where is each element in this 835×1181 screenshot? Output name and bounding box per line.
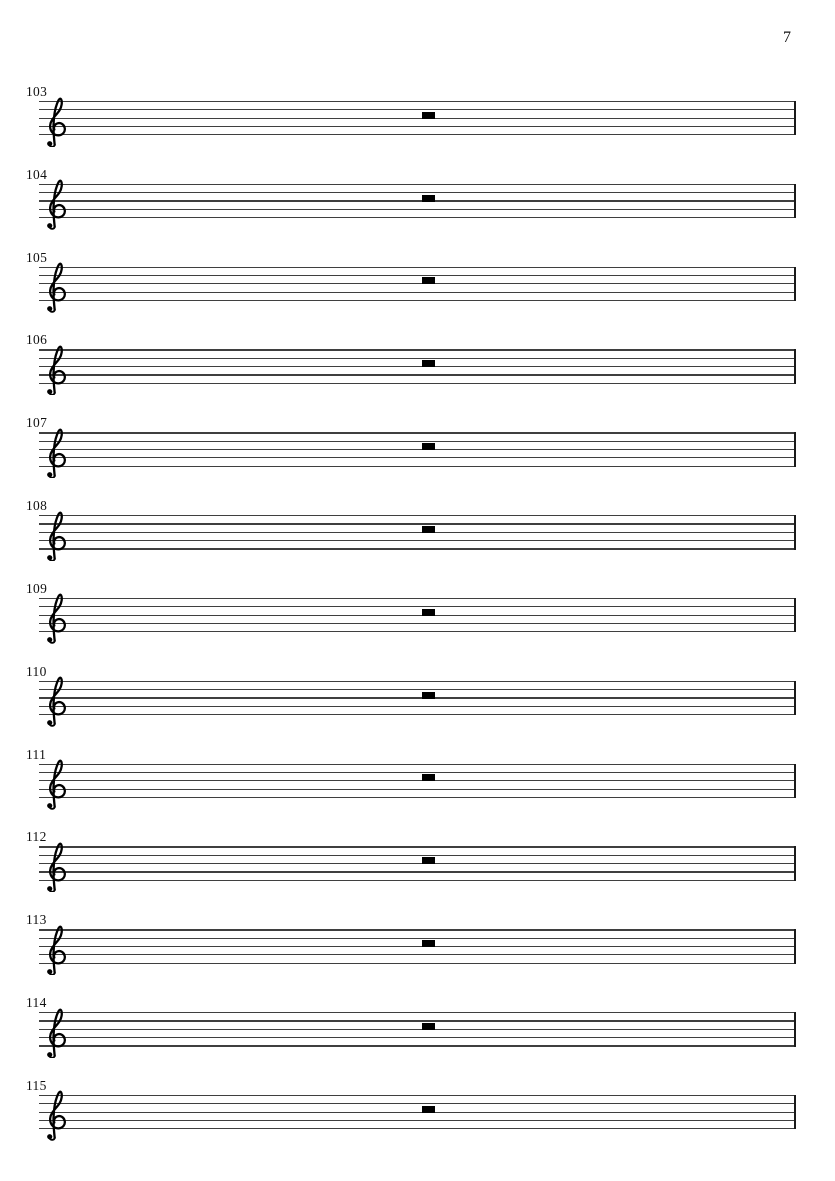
whole-measure-rest-icon bbox=[422, 609, 435, 616]
measure-number: 108 bbox=[26, 498, 48, 514]
staff-line bbox=[39, 880, 796, 881]
staff-line bbox=[39, 300, 796, 301]
treble-clef-icon bbox=[43, 176, 66, 230]
staff bbox=[39, 515, 796, 550]
staff-line bbox=[39, 681, 796, 682]
staff-line bbox=[39, 1037, 796, 1038]
staff-line bbox=[39, 846, 796, 847]
end-barline bbox=[794, 432, 797, 466]
staff-line bbox=[39, 374, 796, 375]
staff-line bbox=[39, 118, 796, 119]
whole-measure-rest-icon bbox=[422, 774, 435, 781]
treble-clef-icon bbox=[43, 425, 66, 479]
treble-clef-icon bbox=[43, 590, 66, 644]
staff-line bbox=[39, 383, 796, 384]
end-barline bbox=[794, 929, 797, 963]
measure-number: 109 bbox=[26, 580, 48, 596]
measure-number: 112 bbox=[26, 829, 47, 845]
staff-line bbox=[39, 432, 796, 433]
treble-clef-icon bbox=[43, 922, 66, 976]
staff-line bbox=[39, 1045, 796, 1046]
staff-line bbox=[39, 134, 796, 135]
staff bbox=[39, 846, 796, 881]
staff bbox=[39, 1095, 796, 1130]
whole-measure-rest-icon bbox=[422, 1023, 435, 1030]
end-barline bbox=[794, 1012, 797, 1046]
staff-line bbox=[39, 631, 796, 632]
staff bbox=[39, 681, 796, 716]
staff-line bbox=[39, 689, 796, 690]
measure-number: 114 bbox=[26, 995, 47, 1011]
whole-measure-rest-icon bbox=[422, 112, 435, 119]
whole-measure-rest-icon bbox=[422, 1106, 435, 1113]
page-number: 7 bbox=[783, 29, 791, 46]
treble-clef-icon bbox=[43, 259, 66, 313]
end-barline bbox=[794, 598, 797, 632]
staff-line bbox=[39, 615, 796, 616]
end-barline bbox=[794, 1095, 797, 1129]
staff-line bbox=[39, 109, 796, 110]
whole-measure-rest-icon bbox=[422, 857, 435, 864]
whole-measure-rest-icon bbox=[422, 195, 435, 202]
staff-line bbox=[39, 1020, 796, 1021]
staff-line bbox=[39, 457, 796, 458]
staff bbox=[39, 598, 796, 633]
staff-line bbox=[39, 283, 796, 284]
end-barline bbox=[794, 764, 797, 798]
staff-line bbox=[39, 963, 796, 964]
staff-line bbox=[39, 1120, 796, 1121]
end-barline bbox=[794, 515, 797, 549]
staff-line bbox=[39, 706, 796, 707]
staff-line bbox=[39, 780, 796, 781]
treble-clef-icon bbox=[43, 673, 66, 727]
staff bbox=[39, 101, 796, 136]
staff bbox=[39, 267, 796, 302]
staff-line bbox=[39, 772, 796, 773]
measure-number: 103 bbox=[26, 84, 48, 99]
staff bbox=[39, 432, 796, 467]
whole-measure-rest-icon bbox=[422, 940, 435, 947]
staff-line bbox=[39, 929, 796, 930]
staff-line bbox=[39, 267, 796, 268]
staff-line bbox=[39, 1012, 796, 1013]
staff-line bbox=[39, 1029, 796, 1030]
staff-line bbox=[39, 217, 796, 218]
staff-line bbox=[39, 466, 796, 467]
treble-clef-icon bbox=[43, 94, 66, 148]
treble-clef-icon bbox=[43, 1005, 66, 1059]
staff bbox=[39, 929, 796, 964]
staff-line bbox=[39, 764, 796, 765]
end-barline bbox=[794, 101, 797, 135]
staff-line bbox=[39, 523, 796, 524]
staff-line bbox=[39, 540, 796, 541]
staff-line bbox=[39, 366, 796, 367]
measure-number: 107 bbox=[26, 415, 48, 431]
end-barline bbox=[794, 349, 797, 383]
staff-line bbox=[39, 1112, 796, 1113]
treble-clef-icon bbox=[43, 342, 66, 396]
staff-line bbox=[39, 1128, 796, 1129]
staff-line bbox=[39, 598, 796, 599]
staff-line bbox=[39, 1095, 796, 1096]
treble-clef-icon bbox=[43, 839, 66, 893]
staff-line bbox=[39, 275, 796, 276]
staff bbox=[39, 764, 796, 799]
staff-line bbox=[39, 292, 796, 293]
end-barline bbox=[794, 846, 797, 880]
treble-clef-icon bbox=[43, 1087, 66, 1141]
staff-line bbox=[39, 954, 796, 955]
staff-line bbox=[39, 623, 796, 624]
staff-line bbox=[39, 714, 796, 715]
staff-line bbox=[39, 192, 796, 193]
staff-line bbox=[39, 548, 796, 549]
staff-line bbox=[39, 797, 796, 798]
staff bbox=[39, 184, 796, 219]
staff-line bbox=[39, 358, 796, 359]
staff bbox=[39, 349, 796, 384]
staff-line bbox=[39, 209, 796, 210]
whole-measure-rest-icon bbox=[422, 360, 435, 367]
whole-measure-rest-icon bbox=[422, 277, 435, 284]
staff-line bbox=[39, 1103, 796, 1104]
staff-line bbox=[39, 606, 796, 607]
staff-line bbox=[39, 871, 796, 872]
whole-measure-rest-icon bbox=[422, 526, 435, 533]
measure-number: 110 bbox=[26, 663, 47, 679]
staff bbox=[39, 1012, 796, 1047]
staff-line bbox=[39, 349, 796, 350]
staff-line bbox=[39, 946, 796, 947]
measure-number: 115 bbox=[26, 1077, 47, 1093]
staff-line bbox=[39, 449, 796, 450]
treble-clef-icon bbox=[43, 756, 66, 810]
staff-line bbox=[39, 441, 796, 442]
end-barline bbox=[794, 184, 797, 218]
staff-line bbox=[39, 532, 796, 533]
staff-line bbox=[39, 200, 796, 201]
whole-measure-rest-icon bbox=[422, 692, 435, 699]
end-barline bbox=[794, 681, 797, 715]
staff-line bbox=[39, 863, 796, 864]
measure-number: 105 bbox=[26, 249, 48, 265]
staff-line bbox=[39, 184, 796, 185]
measure-number: 111 bbox=[26, 746, 47, 762]
measure-number: 106 bbox=[26, 332, 48, 348]
staff-line bbox=[39, 855, 796, 856]
treble-clef-icon bbox=[43, 508, 66, 562]
end-barline bbox=[794, 267, 797, 301]
staff-line bbox=[39, 697, 796, 698]
staff-line bbox=[39, 515, 796, 516]
staff-line bbox=[39, 938, 796, 939]
staff-line bbox=[39, 101, 796, 102]
measure-number: 113 bbox=[26, 912, 47, 928]
staff-line bbox=[39, 789, 796, 790]
staff-line bbox=[39, 126, 796, 127]
whole-measure-rest-icon bbox=[422, 443, 435, 450]
measure-number: 104 bbox=[26, 166, 48, 182]
